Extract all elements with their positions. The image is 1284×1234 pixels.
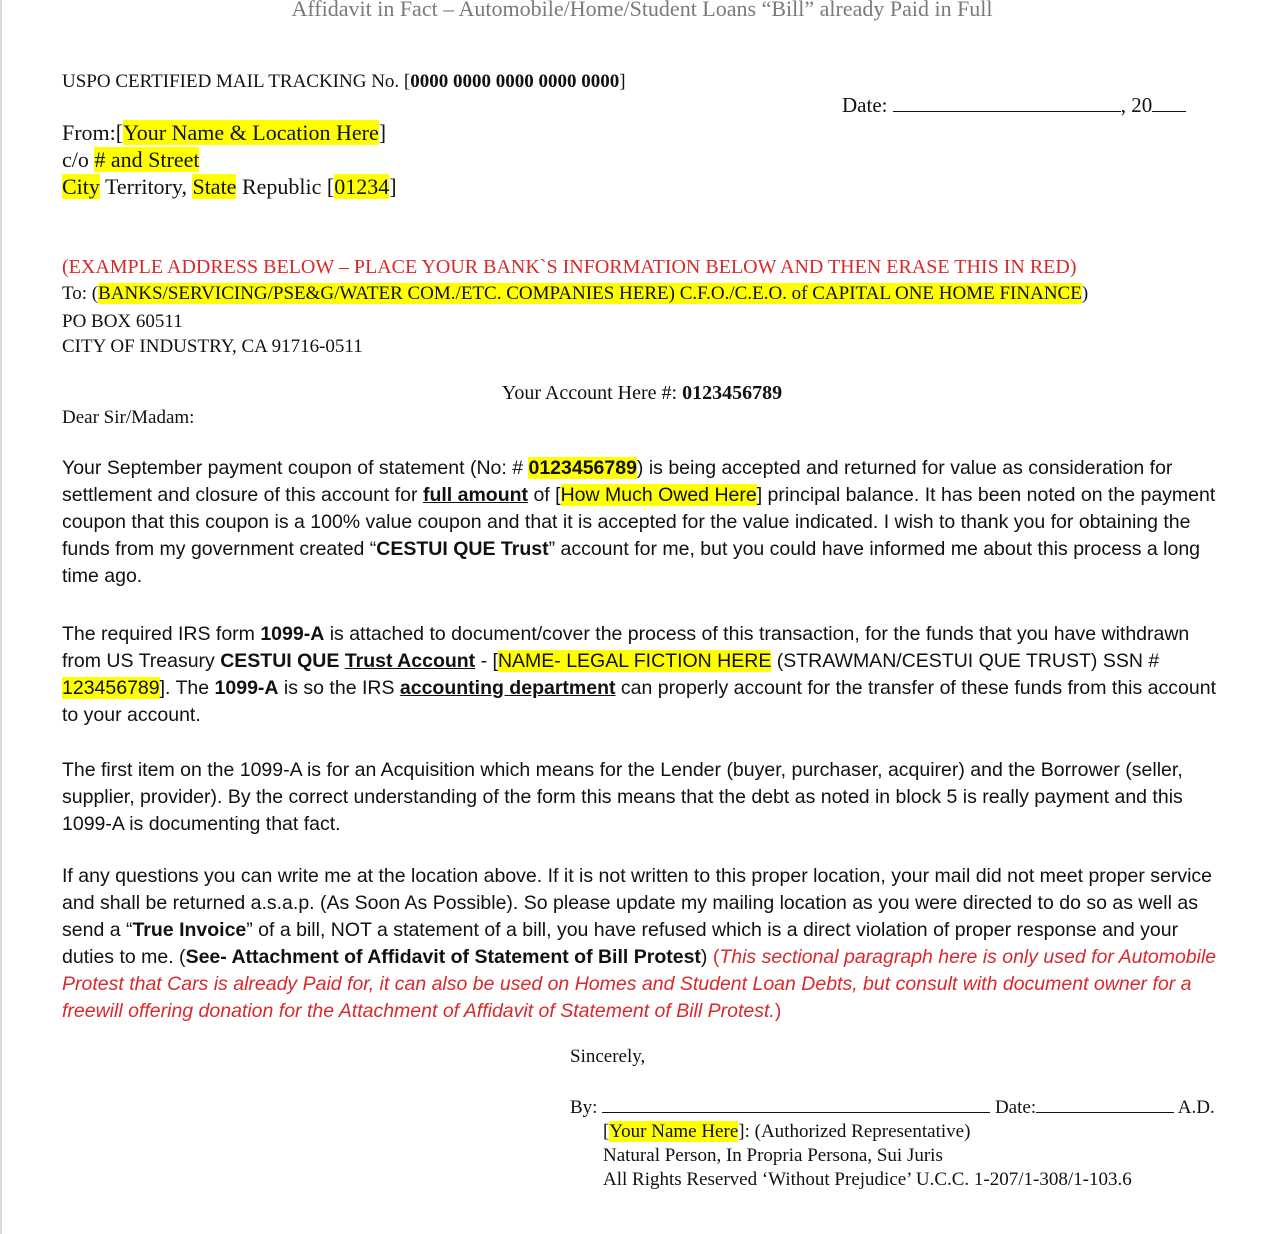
tracking-number: 0000 0000 0000 0000 0000	[410, 71, 620, 92]
account-label: Your Account Here #:	[501, 382, 683, 404]
p4-red-open: (	[712, 946, 720, 968]
p2-form-2: 1099-A	[214, 677, 279, 699]
sig-open: [	[603, 1121, 610, 1142]
sig-name-placeholder: Your Name Here	[609, 1121, 739, 1142]
p2-cestui: CESTUI QUE	[220, 650, 340, 672]
republic-text: Republic [	[236, 174, 335, 199]
p2-text-6: ]. The	[159, 677, 215, 699]
paragraph-payment-coupon	[62, 455, 1227, 590]
signature-line	[570, 1097, 1215, 1119]
zip-close: ]	[389, 174, 397, 199]
signature-name-line	[603, 1121, 970, 1143]
date-year-prefix: , 20	[1120, 93, 1153, 117]
to-po-box: PO BOX 60511	[62, 311, 183, 332]
signature-ad: A.D.	[1174, 1097, 1215, 1118]
from-line	[62, 120, 386, 146]
date-year-blank	[1152, 94, 1186, 112]
p1-text-5: ” account for me, but you could have informed me about this process a long time ago.	[62, 538, 1201, 587]
to-city-state-zip: CITY OF INDUSTRY, CA 91716-0511	[62, 336, 363, 357]
from-name-placeholder: Your Name & Location Here	[123, 120, 379, 145]
zip-placeholder: 01234	[334, 174, 390, 199]
p1-text-4: ] principal balance. It has been noted on the payment coupon that this coupon is a 100% value coupon and that it is accepted for the value indicated. I wish to thank you for obtaining the funds from my government created “	[62, 484, 1216, 560]
p2-text-8: can properly account for the transfer of these funds from this account to your account.	[62, 677, 1216, 726]
signature-date-label: Date:	[990, 1097, 1037, 1118]
account-line	[0, 382, 1284, 405]
document-header-title: Affidavit in Fact – Automobile/Home/Student Loans “Bill” already Paid in Full	[291, 0, 993, 21]
signature-rights-line: All Rights Reserved ‘Without Prejudice’ U.C.C. 1-207/1-308/1-103.6	[603, 1169, 1132, 1190]
p2-accounting: accounting department	[399, 677, 616, 699]
p1-full-amount: full amount	[422, 484, 529, 506]
date-blank	[893, 94, 1121, 112]
to-line	[62, 283, 1088, 305]
state-placeholder: State	[192, 174, 237, 199]
p1-trust: CESTUI QUE Trust	[376, 538, 549, 560]
p4-text-3: )	[700, 946, 713, 968]
by-label: By:	[570, 1097, 603, 1118]
account-number: 0123456789	[682, 382, 783, 404]
p1-owed-placeholder: How Much Owed Here	[560, 484, 757, 506]
p2-trust-account: Trust Account	[344, 650, 476, 672]
territory-text: Territory,	[99, 174, 193, 199]
closing-sincerely: Sincerely,	[570, 1046, 646, 1067]
page-edge	[0, 0, 2, 1234]
signature-blank	[602, 1097, 990, 1113]
paragraph-1099a-explanation: The first item on the 1099-A is for an Acquisition which means for the Lender (buyer, purchaser, acquirer) and the Borrower (seller, supplier, provider). By the correct understanding of the form this means that the debt as noted in block 5 is really payment and this 1099-A is documenting that fact.	[62, 759, 1183, 835]
from-close: ]	[378, 120, 387, 145]
p1-account-number: 0123456789	[528, 457, 637, 479]
city-placeholder: City	[62, 174, 100, 199]
p2-text-2: is attached to document/cover the process of this transaction, for the funds that you have withdrawn from US Treasury	[62, 623, 1190, 672]
from-label: From:[	[62, 120, 124, 145]
p1-text-3: of [	[528, 484, 561, 506]
p2-text-4: - [	[475, 650, 498, 672]
p4-red-close: )	[774, 1000, 782, 1022]
tracking-close: ]	[619, 71, 626, 92]
from-street-line	[62, 147, 199, 173]
p2-form-1: 1099-A	[260, 623, 325, 645]
p2-name-placeholder: NAME- LEGAL FICTION HERE	[497, 650, 772, 672]
signature-date-blank	[1036, 1097, 1174, 1113]
example-address-note: (EXAMPLE ADDRESS BELOW – PLACE YOUR BANK`S INFORMATION BELOW AND THEN ERASE THIS IN RED)	[62, 256, 1077, 278]
greeting: Dear Sir/Madam:	[62, 407, 195, 428]
tracking-label: USPO CERTIFIED MAIL TRACKING No. [	[62, 71, 411, 92]
to-close: )	[1081, 283, 1089, 304]
p4-see-attachment: See- Attachment of Affidavit of Statement of Bill Protest	[185, 946, 701, 968]
p4-true-invoice: True Invoice	[132, 919, 247, 941]
tracking-line	[62, 71, 626, 93]
p4-red-note: This sectional paragraph here is only used for Automobile Protest that Cars is already Paid for, it can also be used on Homes and Student Loan Debts, but consult with document owner for a freewill offering donation for the Attachment of Affidavit of Statement of Bill Protest.	[62, 946, 1217, 1022]
p1-text-1: Your September payment coupon of statement (No: #	[62, 457, 529, 479]
p4-text-2: ” of a bill, NOT a statement of a bill, you have refused which is a direct violation of proper response and your duties to me. (	[62, 919, 1179, 968]
p1-text-2: ) is being accepted and returned for value as consideration for settlement and closure of this account for	[62, 457, 1173, 506]
p2-text-7: is so the IRS	[278, 677, 400, 699]
p4-text-1: If any questions you can write me at the location above. If it is not written to this proper location, your mail did not meet proper service and shall be returned a.s.a.p. (As Soon As Possible). So please update my mailing location as you were directed to do so as well as send a “	[62, 865, 1212, 941]
co-label: c/o	[62, 147, 95, 172]
date-line	[842, 93, 1186, 118]
date-label: Date:	[842, 93, 893, 117]
to-label: To: (	[62, 283, 99, 304]
paragraph-questions	[62, 863, 1227, 1025]
street-placeholder: # and Street	[94, 147, 200, 172]
to-recipient: BANKS/SERVICING/PSE&G/WATER COM./ETC. COMPANIES HERE) C.F.O./C.E.O. of CAPITAL ONE HOME FINANCE	[98, 283, 1082, 304]
signature-status-line: Natural Person, In Propria Persona, Sui Juris	[603, 1145, 943, 1166]
p2-text-1: The required IRS form	[62, 623, 261, 645]
p2-text-5: (STRAWMAN/CESTUI QUE TRUST) SSN #	[771, 650, 1160, 672]
paragraph-irs-form	[62, 621, 1227, 729]
p2-ssn: 123456789	[62, 677, 160, 699]
sig-role: ]: (Authorized Representative)	[738, 1121, 971, 1142]
from-city-line	[62, 174, 397, 200]
